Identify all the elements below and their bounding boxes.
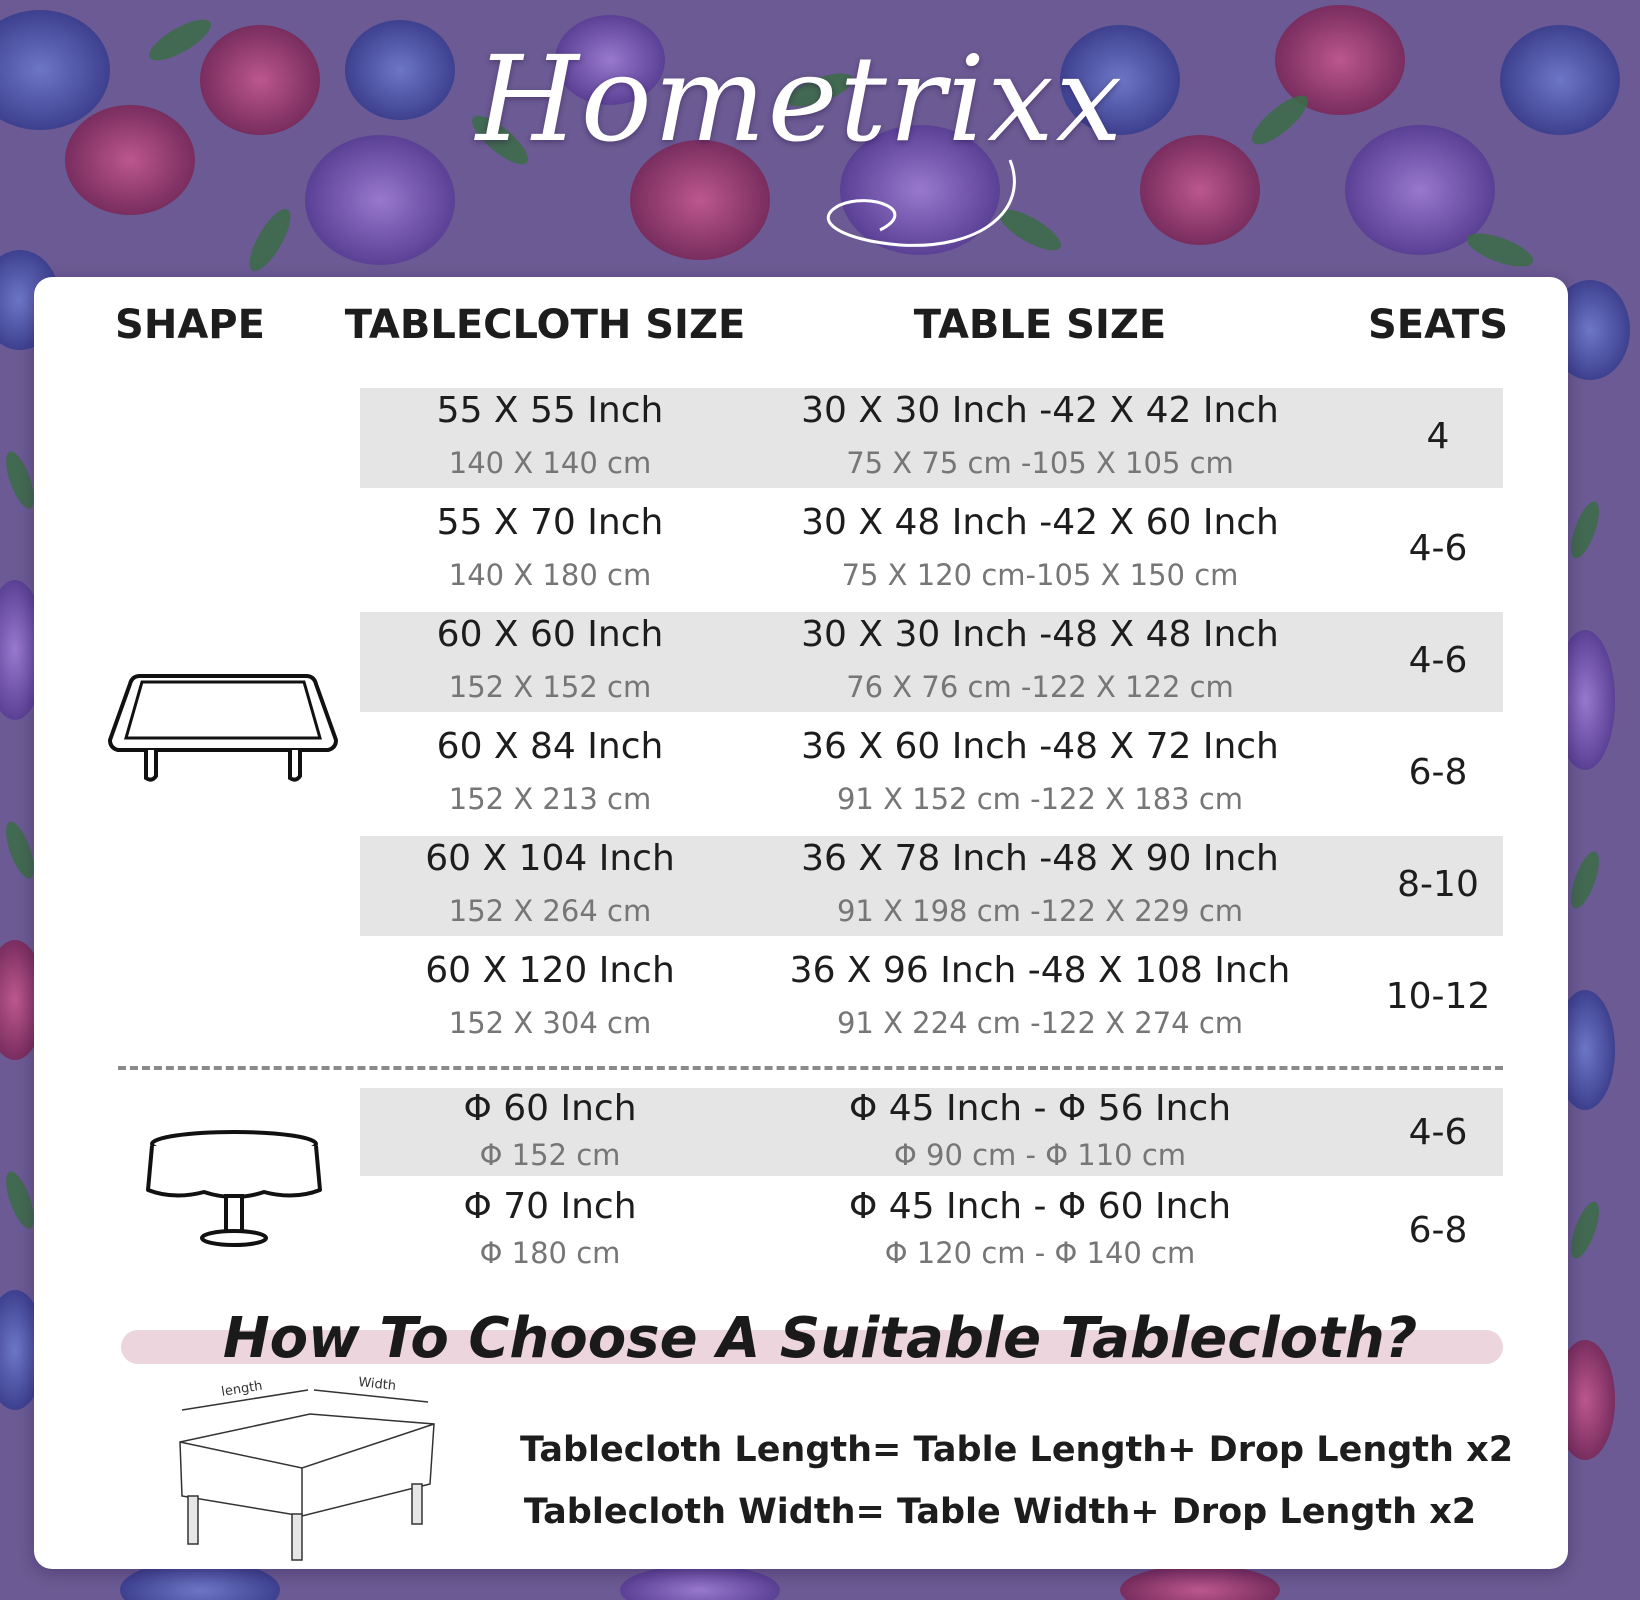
seats-value: 4-6 bbox=[1408, 1112, 1468, 1153]
header-seats: SEATS bbox=[1367, 302, 1509, 348]
brand-logo: Hometrixx bbox=[475, 30, 1125, 168]
tablecloth-size-cm: 140 X 140 cm bbox=[448, 446, 652, 480]
tablecloth-size-inch: 60 X 60 Inch bbox=[436, 614, 664, 655]
seats-value: 4 bbox=[1426, 416, 1450, 457]
table-size-cm: 91 X 224 cm -122 X 274 cm bbox=[836, 1006, 1244, 1040]
round-tablecloth-icon bbox=[144, 1128, 324, 1248]
seats-value: 6-8 bbox=[1408, 752, 1468, 793]
tablecloth-size-inch: 60 X 84 Inch bbox=[436, 726, 664, 767]
seats-value: 4-6 bbox=[1408, 640, 1468, 681]
table-size-cm: Φ 90 cm - Φ 110 cm bbox=[893, 1138, 1187, 1172]
formula-length: Tablecloth Length= Table Length+ Drop Length x2 bbox=[520, 1430, 1514, 1470]
table-size-inch: 30 X 30 Inch -42 X 42 Inch bbox=[801, 390, 1279, 431]
tablecloth-size-inch: 55 X 55 Inch bbox=[436, 390, 664, 431]
logo-swash-icon bbox=[780, 150, 1080, 260]
table-size-inch: 30 X 48 Inch -42 X 60 Inch bbox=[801, 502, 1279, 543]
table-size-inch: Φ 45 Inch - Φ 60 Inch bbox=[848, 1186, 1232, 1227]
tablecloth-size-inch: 60 X 104 Inch bbox=[425, 838, 675, 879]
tablecloth-size-cm: 152 X 152 cm bbox=[448, 670, 652, 704]
table-size-cm: 75 X 120 cm-105 X 150 cm bbox=[841, 558, 1239, 592]
guide-title: How To Choose A Suitable Tablecloth? bbox=[222, 1306, 1418, 1371]
table-size-inch: 36 X 78 Inch -48 X 90 Inch bbox=[801, 838, 1279, 879]
tablecloth-size-cm: Φ 152 cm bbox=[479, 1138, 621, 1172]
table-dimension-diagram-icon bbox=[162, 1375, 462, 1561]
table-size-inch: 30 X 30 Inch -48 X 48 Inch bbox=[801, 614, 1279, 655]
tablecloth-size-cm: Φ 180 cm bbox=[479, 1236, 621, 1270]
diagram-width-label: Width bbox=[357, 1375, 397, 1394]
table-size-inch: Φ 45 Inch - Φ 56 Inch bbox=[848, 1088, 1232, 1129]
formula-width: Tablecloth Width= Table Width+ Drop Length x2 bbox=[523, 1492, 1477, 1532]
tablecloth-size-cm: 152 X 264 cm bbox=[448, 894, 652, 928]
table-size-cm: Φ 120 cm - Φ 140 cm bbox=[884, 1236, 1196, 1270]
seats-value: 8-10 bbox=[1397, 864, 1479, 905]
rectangular-tablecloth-icon bbox=[108, 668, 338, 788]
table-size-cm: 75 X 75 cm -105 X 105 cm bbox=[846, 446, 1234, 480]
tablecloth-size-cm: 152 X 213 cm bbox=[448, 782, 652, 816]
seats-value: 4-6 bbox=[1408, 528, 1468, 569]
header-tablecloth-size: TABLECLOTH SIZE bbox=[344, 302, 746, 348]
diagram-length-label: length bbox=[220, 1378, 264, 1400]
table-size-cm: 91 X 152 cm -122 X 183 cm bbox=[836, 782, 1244, 816]
tablecloth-size-cm: 152 X 304 cm bbox=[448, 1006, 652, 1040]
header-shape: SHAPE bbox=[115, 302, 265, 348]
section-divider bbox=[118, 1066, 1503, 1070]
tablecloth-size-inch: 55 X 70 Inch bbox=[436, 502, 664, 543]
seats-value: 10-12 bbox=[1385, 976, 1491, 1017]
tablecloth-size-inch: 60 X 120 Inch bbox=[425, 950, 675, 991]
tablecloth-size-inch: Φ 60 Inch bbox=[463, 1088, 637, 1129]
header-table-size: TABLE SIZE bbox=[913, 302, 1167, 348]
tablecloth-size-cm: 140 X 180 cm bbox=[448, 558, 652, 592]
table-size-cm: 76 X 76 cm -122 X 122 cm bbox=[846, 670, 1234, 704]
tablecloth-size-inch: Φ 70 Inch bbox=[463, 1186, 637, 1227]
table-size-inch: 36 X 96 Inch -48 X 108 Inch bbox=[789, 950, 1291, 991]
table-size-inch: 36 X 60 Inch -48 X 72 Inch bbox=[801, 726, 1279, 767]
seats-value: 6-8 bbox=[1408, 1210, 1468, 1251]
table-size-cm: 91 X 198 cm -122 X 229 cm bbox=[836, 894, 1244, 928]
